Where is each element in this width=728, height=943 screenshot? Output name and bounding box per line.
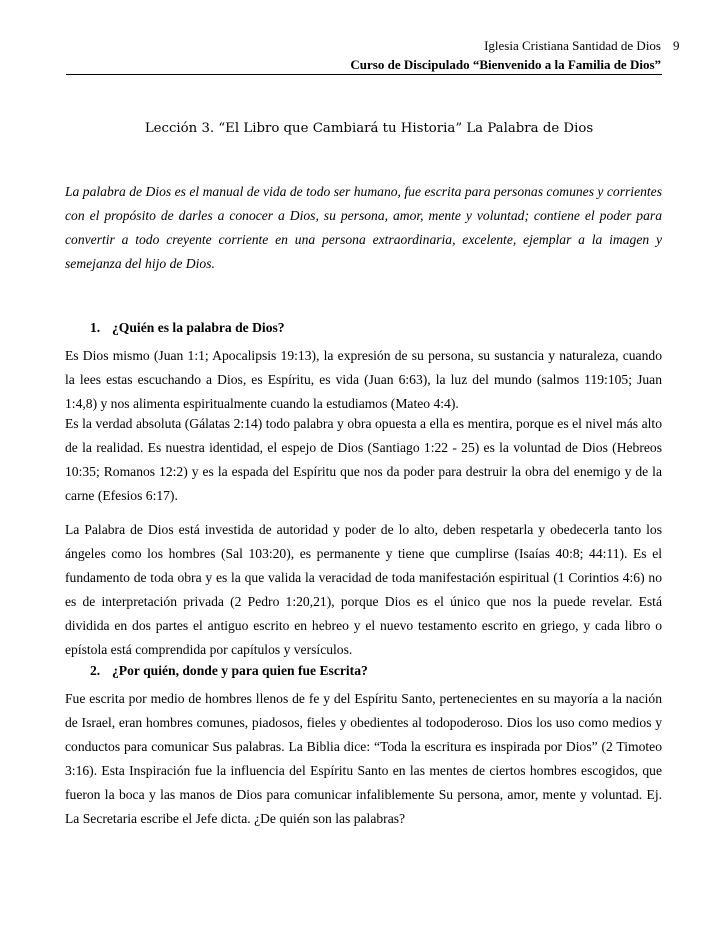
section-2-heading-text: ¿Por quién, donde y para quien fue Escrita? — [112, 663, 368, 678]
page-number: 9 — [673, 38, 680, 53]
section-1-paragraph-1: Es Dios mismo (Juan 1:1; Apocalipsis 19:13), la expresión de su persona, su sustancia y naturaleza, cuando la lees estas escuchando a Dios, es Espíritu, es vida (Juan 6:63), la luz del mundo (salmos 119:105; Juan 1:4,8) y nos alimenta espiritualmente cuando la estudiamos (Mateo 4:4). — [65, 348, 662, 411]
section-2-heading — [90, 663, 368, 679]
section-1-heading-text: ¿Quién es la palabra de Dios? — [112, 320, 285, 335]
section-1-paragraph-3: La Palabra de Dios está investida de autoridad y poder de lo alto, deben respetarla y obedecerla tanto los ángeles como los hombres (Sal 103:20), es permanente y tiene que cumplirse (Isaías 40:8; 44:11). Es el fundamento de toda obra y es la que valida la veracidad de toda manifestación espiritual (1 Corintios 4:6) no es de interpretación privada (2 Pedro 1:20,21), porque Dios es el único que nos la puede revelar. Está dividida en dos partes el antiguo escrito en hebreo y el nuevo testamento escrito en griego, y cada libro o epístola está comprendida por capítulos y versículos. — [65, 522, 662, 657]
section-1-heading — [90, 320, 285, 336]
section-2-number: 2. — [90, 663, 101, 678]
intro-paragraph: La palabra de Dios es el manual de vida de todo ser humano, fue escrita para personas comunes y corrientes con el propósito de darles a conocer a Dios, su persona, amor, mente y voluntad; contiene el poder para convertir a todo creyente corriente en una persona extraordinaria, excelente, ejemplar a la imagen y semejanza del hijo de Dios. — [65, 184, 662, 271]
section-1-number: 1. — [90, 320, 101, 335]
header-divider — [66, 74, 662, 75]
section-1-paragraph-2: Es la verdad absoluta (Gálatas 2:14) todo palabra y obra opuesta a ella es mentira, porque es el nivel más alto de la realidad. Es nuestra identidad, el espejo de Dios (Santiago 1:22 - 25) es la voluntad de Dios (Hebreos 10:35; Romanos 12:2) y es la espada del Espíritu que nos da poder para destruir la obra del enemigo y de la carne (Efesios 6:17). — [65, 416, 662, 503]
header-course-title: Curso de Discipulado “Bienvenido a la Familia de Dios” — [350, 57, 661, 72]
header-church-name: Iglesia Cristiana Santidad de Dios — [484, 38, 661, 53]
section-2-paragraph-1: Fue escrita por medio de hombres llenos de fe y del Espíritu Santo, pertenecientes en su mayoría a la nación de Israel, eran hombres comunes, piadosos, fieles y obedientes al todopoderoso. Dios los uso como medios y conductos para comunicar Sus palabras. La Biblia dice: “Toda la escritura es inspirada por Dios” (2 Timoteo 3:16). Esta Inspiración fue la influencia del Espíritu Santo en las mentes de ciertos hombres escogidos, que fueron la boca y las manos de Dios para comunicar infaliblemente Su persona, amor, mente y voluntad. Ej. La Secretaria escribe el Jefe dicta. ¿De quién son las palabras? — [65, 691, 662, 826]
lesson-title: Lección 3. “El Libro que Cambiará tu Historia” La Palabra de Dios — [144, 121, 594, 136]
